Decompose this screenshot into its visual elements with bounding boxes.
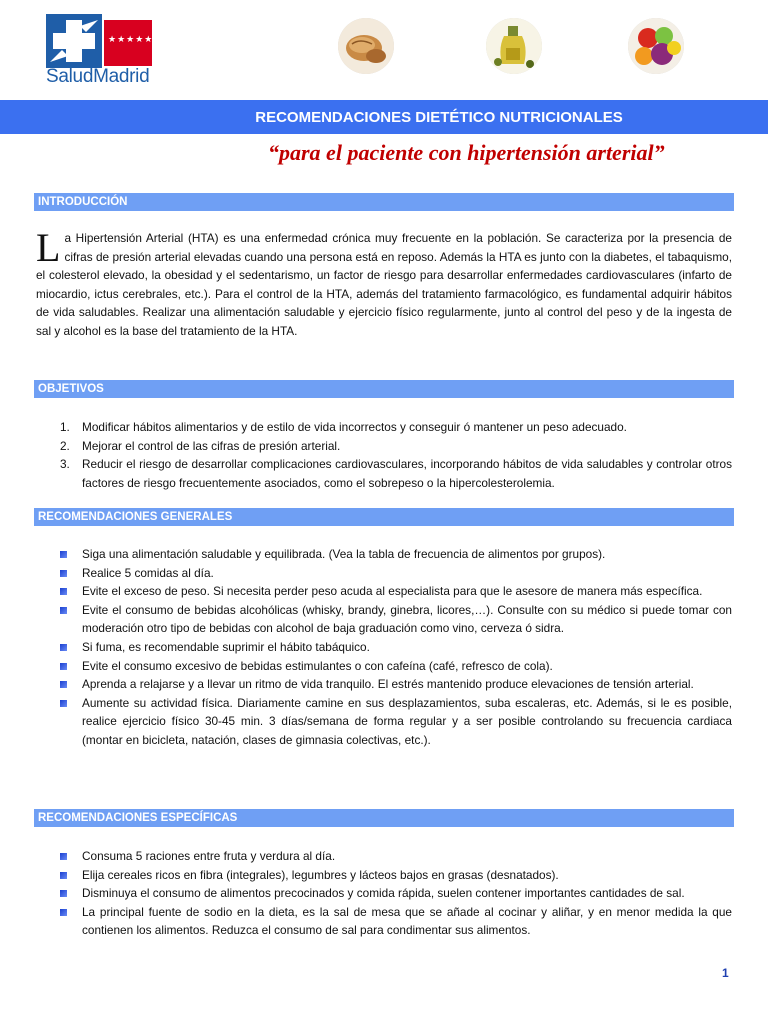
bullet-icon [60,853,67,860]
page-number: 1 [722,966,729,980]
list-item-text: Evite el consumo excesivo de bebidas estimulantes o con cafeína (café, refresco de cola). [82,658,553,673]
bullet-icon [60,607,67,614]
bullet-icon [60,588,67,595]
list-number: 1. [60,420,70,434]
salud-madrid-logo [46,14,172,88]
intro-paragraph [36,225,732,341]
bullet-icon [60,551,67,558]
list-item-text: Aprenda a relajarse y a llevar un ritmo de vida tranquilo. El estrés mantenido produce elevaciones de tensión arterial. [82,677,694,692]
section-heading-especificas: RECOMENDACIONES ESPECÍFICAS [34,809,734,827]
bullet-icon [60,700,67,707]
list-item [36,866,732,885]
bullet-icon [60,909,67,916]
section-heading-introduccion: INTRODUCCIÓN [34,193,734,211]
list-item [36,884,732,903]
list-item-text: Elija cereales ricos en fibra (integrales), legumbres y lácteos bajos en grasas (desnatados). [82,867,559,882]
section-heading-generales: RECOMENDACIONES GENERALES [34,508,734,526]
madrid-flag-icon [104,20,172,66]
flag-stars: ★★★★★★★ [108,34,172,44]
list-item [36,418,732,437]
objetivos-list [36,418,732,492]
bullet-icon [60,681,67,688]
list-item-text: Siga una alimentación saludable y equilibrada. (Vea la tabla de frecuencia de alimentos por grupos). [82,547,606,561]
list-number: 2. [60,438,70,453]
document-title: RECOMENDACIONES DIETÉTICO NUTRICIONALES [255,109,623,126]
list-item-text: Realice 5 comidas al día. [82,565,214,580]
list-item [36,903,732,940]
list-item-text: Evite el consumo de bebidas alcohólicas (whisky, brandy, ginebra, licores,…). Consulte con su médico si puede tomar con moderación otro tipo de bebidas con alcohol de baja graduación como vino, cerveza ó sidra. [82,602,732,636]
list-item [36,564,732,583]
intro-text: a Hipertensión Arterial (HTA) es una enfermedad crónica muy frecuente en la población. Se caracteriza por la presencia de cifras de presión arterial elevadas cuando una persona está en reposo. Además la HTA es junto con la diabetes, el tabaquismo, el colesterol elevado, la obesidad y el sedentarismo, un factor de riesgo para desarrollar enfermedades cardiovasculares (infarto de miocardio, ictus cerebrales, etc.). Para el control de la HTA, además del tratamiento farmacológico, es fundamental adquirir hábitos de vida saludables. Realizar una alimentación saludable y ejercicio físico regularmente, junto al control del peso y de la ingesta de sal y alcohol es la base del tratamiento de la HTA. [36,231,732,338]
list-item-text: Consuma 5 raciones entre fruta y verdura al día. [82,849,336,863]
list-item-text: Si fuma, es recomendable suprimir el hábito tabáquico. [82,639,370,654]
list-number: 3. [60,457,70,472]
list-item [36,847,732,866]
list-item [36,437,732,456]
document-subtitle: “para el paciente con hipertensión arterial” [268,140,665,165]
bullet-icon [60,644,67,651]
list-item-text: Disminuya el consumo de alimentos precocinados y comida rápida, suelen contener importantes cantidades de sal. [82,886,685,901]
drop-cap: L [36,225,61,270]
bullet-icon [60,663,67,670]
list-item-text: Mejorar el control de las cifras de presión arterial. [82,438,341,453]
logo-text: SaludMadrid [46,66,150,87]
bread-photo [338,18,394,74]
medical-cross-icon [46,14,102,68]
list-item [36,601,732,638]
list-item-text: Reducir el riesgo de desarrollar complicaciones cardiovasculares, incorporando hábitos de vida saludables y controlar otros factores de riesgo frecuentemente asociados, como el sobrepeso o la hipercolesterolemia. [82,457,732,490]
list-item [36,582,732,601]
bullet-icon [60,890,67,897]
list-item [36,638,732,657]
list-item [36,545,732,564]
list-item [36,675,732,694]
olive-oil-photo [486,18,542,74]
generales-list [36,545,732,750]
list-item [36,694,732,750]
title-bar [0,100,768,134]
bullet-icon [60,872,67,879]
list-item-text: Evite el exceso de peso. Si necesita perder peso acuda al especialista para que le asesore de manera más específica. [82,584,703,599]
list-item-text: Aumente su actividad física. Diariamente camine en sus desplazamientos, suba escaleras, etc. Además, si le es posible, realice ejercicio físico 30-45 min. 3 días/semana de forma regular y a ser posible controlando su frecuencia cardiaca (montar en bicicleta, natación, clases de gimnasia colectivas, etc.). [82,695,732,747]
list-item-text: La principal fuente de sodio en la dieta, es la sal de mesa que se añade al cocinar y aliñar, y en menor medida la que contienen los alimentos. Reduzca el consumo de sal para condimentar sus alimentos. [82,904,732,938]
section-heading-objetivos: OBJETIVOS [34,380,734,398]
list-item-text: Modificar hábitos alimentarios y de estilo de vida incorrectos y conseguir ó mantener un peso adecuado. [82,420,627,434]
list-item [36,455,732,492]
list-item [36,657,732,676]
especificas-list [36,847,732,940]
fruits-photo [628,18,684,74]
bullet-icon [60,570,67,577]
